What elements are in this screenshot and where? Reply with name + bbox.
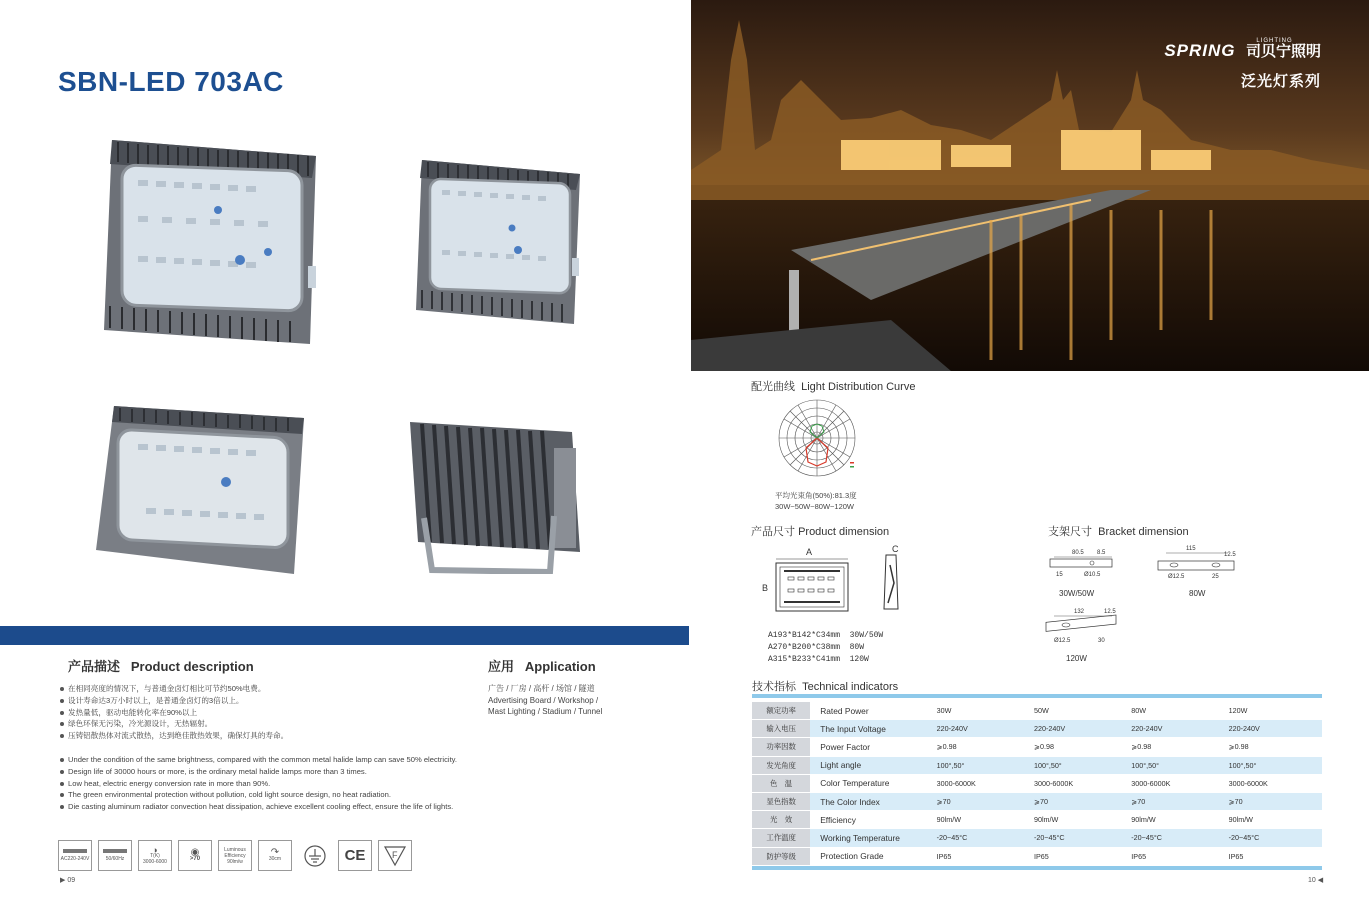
voltage-icon-label: AC220-240V [60, 856, 90, 862]
table-row [752, 811, 1322, 829]
application-heading-cn: 应用 [488, 659, 515, 674]
wattage-range-caption: 30W~50W~80W~120W [775, 502, 854, 511]
night-city-photo [691, 0, 1369, 371]
application-heading [488, 656, 596, 675]
product-dimension-specs [768, 630, 883, 666]
page-number-right: 10 ◀ [1308, 877, 1324, 884]
table-cell: ⩾0.98 [1127, 738, 1224, 756]
application-text [488, 683, 628, 718]
row-label-cn: 额定功率 [752, 702, 810, 720]
table-row [752, 848, 1322, 866]
list-item: 压铸铝散热体对流式散热，达到绝佳散热效果，确保灯具的寿命。 [58, 730, 288, 742]
dimension-label-a: A [806, 547, 813, 557]
table-cell: 120W [1225, 702, 1322, 720]
list-item: The green environmental protection without pollution, cold light source design, no heat radiation. [58, 789, 457, 801]
table-cell: IP65 [933, 848, 1030, 866]
product-description-list-en [58, 754, 457, 813]
bracket-dimension-heading-en: Bracket dimension [1098, 526, 1189, 538]
bracket-mid-dim-0: 115 [1186, 546, 1196, 552]
table-cell: ⩾70 [1127, 793, 1224, 811]
page-number-left-value: 09 [67, 877, 76, 884]
list-item: Design life of 30000 hours or more, is the ordinary metal halide lamps more than 3 times. [58, 766, 457, 778]
frequency-icon [98, 840, 132, 871]
row-label-cn: 工作温度 [752, 829, 810, 847]
beam-angle-caption: 平均光束角(50%):81.3度 [775, 491, 857, 500]
technical-indicators-table [752, 702, 1322, 866]
technical-indicators-heading-cn: 技术指标 [752, 681, 796, 693]
bracket-small-dim-0: 80.5 [1072, 550, 1084, 556]
dimension-line-1: A193*B142*C34mm 30W/50W [768, 631, 884, 640]
table-row [752, 702, 1322, 720]
row-label-en: Power Factor [810, 738, 932, 756]
row-label-en: The Input Voltage [810, 720, 932, 738]
light-distribution-heading [751, 378, 915, 394]
bracket-drawing-small [1040, 545, 1120, 581]
table-cell: 90lm/W [1225, 811, 1322, 829]
table-cell: 3000-6000K [933, 775, 1030, 793]
product-photo-front-small [412, 158, 584, 326]
table-cell: 3000-6000K [1225, 775, 1322, 793]
section-divider-band [0, 626, 689, 645]
bracket-mid-dim-3: 25 [1212, 574, 1219, 580]
table-cell: -20~45°C [1030, 829, 1127, 847]
row-label-cn: 功率因数 [752, 738, 810, 756]
table-cell: 80W [1127, 702, 1224, 720]
table-cell: 3000-6000K [1127, 775, 1224, 793]
bracket-label-small: 30W/50W [1059, 589, 1095, 598]
table-cell: 220-240V [933, 720, 1030, 738]
table-cell: ⩾0.98 [933, 738, 1030, 756]
list-item: 绿色环保无污染，冷光源设计，无热辐射。 [58, 718, 288, 730]
table-cell: ⩾0.98 [1225, 738, 1322, 756]
spec-table-bottom-rule [752, 866, 1322, 870]
voltage-icon [58, 840, 92, 871]
bracket-large-dim-1: 12.5 [1104, 609, 1116, 615]
polar-caption [775, 490, 857, 512]
table-cell: ⩾70 [1225, 793, 1322, 811]
table-cell: 100°,50° [1030, 757, 1127, 775]
table-row [752, 775, 1322, 793]
table-cell: 220-240V [1225, 720, 1322, 738]
f-mark-label: F [392, 849, 398, 860]
brand-block [1164, 40, 1321, 91]
polar-diagram [772, 396, 868, 480]
table-row [752, 738, 1322, 756]
dimension-label-b: B [762, 583, 769, 593]
application-text-en-2: Mast Lighting / Stadium / Tunnel [488, 707, 603, 716]
table-cell: ⩾70 [1030, 793, 1127, 811]
row-label-en: Rated Power [810, 702, 932, 720]
table-row [752, 757, 1322, 775]
dimension-line-3: A315*B233*C41mm 120W [768, 655, 869, 664]
bracket-mid-dim-1: 12.5 [1224, 552, 1236, 558]
table-cell: 100°,50° [1225, 757, 1322, 775]
bracket-small-dim-2: 15 [1056, 572, 1063, 578]
bracket-dimension-heading [1048, 523, 1189, 539]
bracket-drawing-large [1040, 605, 1124, 647]
application-text-en-1: Advertising Board / Workshop / [488, 695, 599, 705]
color-temp-icon: ◑ T(K) 3000-6000 [138, 840, 172, 871]
technical-indicators-heading [752, 678, 898, 694]
efficiency-icon-sub: Efficiency [224, 852, 246, 859]
bracket-label-mid: 80W [1189, 589, 1206, 598]
table-cell: ⩾0.98 [1030, 738, 1127, 756]
bracket-large-dim-2: Ø12.5 [1054, 638, 1071, 644]
efficiency-icon-label: Luminous [224, 846, 246, 853]
bracket-label-large: 120W [1066, 654, 1087, 663]
table-cell: 30W [933, 702, 1030, 720]
dimension-label-c: C [892, 544, 899, 554]
list-item: 设计寿命达3万小时以上，是普通金卤灯的3倍以上。 [58, 695, 288, 707]
list-item: 在相同亮度的情况下，与普通金卤灯相比可节约50%电费。 [58, 683, 288, 695]
list-item: 发热量低，驱动电能转化率在90%以上 [58, 707, 288, 719]
list-item: Under the condition of the same brightness, compared with the common metal halide lamp can save 50% electricity. [58, 754, 457, 766]
product-description-heading [68, 656, 254, 675]
row-label-cn: 输入电压 [752, 720, 810, 738]
table-cell: 220-240V [1030, 720, 1127, 738]
table-cell: 220-240V [1127, 720, 1224, 738]
product-photo-front-large [98, 138, 320, 348]
brand-sub: LIGHTING [1256, 38, 1293, 44]
f-mark-icon [378, 840, 412, 871]
brand-name-cn: 司贝宁照明 [1245, 43, 1321, 60]
distance-icon: ↷ 30cm [258, 840, 292, 871]
product-dimension-heading-cn: 产品尺寸 [751, 526, 795, 538]
spec-table-top-rule [752, 694, 1322, 698]
ground-icon [298, 840, 332, 871]
bracket-small-dim-3: Ø10.5 [1084, 572, 1101, 578]
light-distribution-heading-cn: 配光曲线 [751, 381, 795, 393]
cri-icon-label: >70 [189, 855, 201, 862]
product-dimension-heading [751, 523, 889, 539]
bracket-drawing-mid [1150, 543, 1246, 583]
product-description-heading-en: Product description [130, 659, 254, 674]
ce-mark-label: CE [344, 847, 366, 864]
table-row [752, 829, 1322, 847]
row-label-en: The Color Index [810, 793, 932, 811]
row-label-cn: 色 温 [752, 775, 810, 793]
row-label-cn: 发光角度 [752, 757, 810, 775]
cri-icon: ◉ >70 [178, 840, 212, 871]
table-cell: 100°,50° [1127, 757, 1224, 775]
page-number-right-value: 10 [1308, 877, 1316, 884]
ce-mark-icon [338, 840, 372, 871]
row-label-cn: 光 效 [752, 811, 810, 829]
table-cell: -20~45°C [1225, 829, 1322, 847]
row-label-cn: 防护等级 [752, 848, 810, 866]
distance-icon-label: 30cm [268, 855, 282, 862]
bracket-large-dim-0: 132 [1074, 609, 1085, 615]
bracket-small-dim-1: 8.5 [1097, 550, 1106, 556]
row-label-en: Light angle [810, 757, 932, 775]
application-text-cn: 广告 / 厂房 / 高杆 / 场馆 / 隧道 [488, 684, 595, 693]
light-distribution-heading-en: Light Distribution Curve [801, 381, 916, 393]
table-cell: 3000-6000K [1030, 775, 1127, 793]
bracket-dimension-heading-cn: 支架尺寸 [1048, 526, 1092, 538]
table-cell: 100°,50° [933, 757, 1030, 775]
row-label-en: Efficiency [810, 811, 932, 829]
bracket-mid-dim-2: Ø12.5 [1168, 574, 1185, 580]
product-dimension-drawing [758, 543, 908, 615]
row-label-cn: 显色指数 [752, 793, 810, 811]
color-temp-icon-sub: 3000-6000 [143, 858, 167, 865]
color-temp-icon-label: T(K) [150, 852, 160, 859]
table-cell: 90lm/W [933, 811, 1030, 829]
table-row [752, 720, 1322, 738]
bracket-large-dim-3: 30 [1098, 638, 1105, 644]
row-label-en: Protection Grade [810, 848, 932, 866]
table-cell: 50W [1030, 702, 1127, 720]
spec-icons-row [58, 840, 412, 871]
table-cell: IP65 [1127, 848, 1224, 866]
brand-name: SPRING [1164, 41, 1236, 60]
product-photo-front-angled [94, 404, 308, 576]
table-cell: 90lm/W [1030, 811, 1127, 829]
brand-series: 泛光灯系列 [1240, 73, 1321, 90]
table-cell: ⩾70 [933, 793, 1030, 811]
row-label-en: Color Temperature [810, 775, 932, 793]
product-dimension-heading-en: Product dimension [798, 526, 890, 538]
table-cell: IP65 [1030, 848, 1127, 866]
row-label-en: Working Temperature [810, 829, 932, 847]
efficiency-icon [218, 840, 252, 871]
technical-indicators-heading-en: Technical indicators [802, 681, 899, 693]
table-cell: -20~45°C [933, 829, 1030, 847]
frequency-icon-label: 50/60Hz [105, 856, 125, 862]
table-row [752, 793, 1322, 811]
product-description-heading-cn: 产品描述 [68, 659, 121, 674]
table-cell: 90lm/W [1127, 811, 1224, 829]
list-item: Die casting aluminum radiator convection heat dissipation, achieve excellent cooling effect, ensure the life of lights. [58, 801, 457, 813]
table-cell: IP65 [1225, 848, 1322, 866]
efficiency-icon-sub2: 90lm/w [227, 858, 243, 865]
page-number-left: ▶ 09 [60, 877, 76, 884]
table-cell: -20~45°C [1127, 829, 1224, 847]
product-description-list-cn [58, 683, 288, 742]
dimension-line-2: A270*B200*C38mm 80W [768, 643, 865, 652]
list-item: Low heat, electric energy conversion rate in more than 90%. [58, 778, 457, 790]
product-title: SBN-LED 703AC [58, 66, 284, 97]
product-photo-rear [404, 418, 584, 574]
application-heading-en: Application [524, 659, 596, 674]
